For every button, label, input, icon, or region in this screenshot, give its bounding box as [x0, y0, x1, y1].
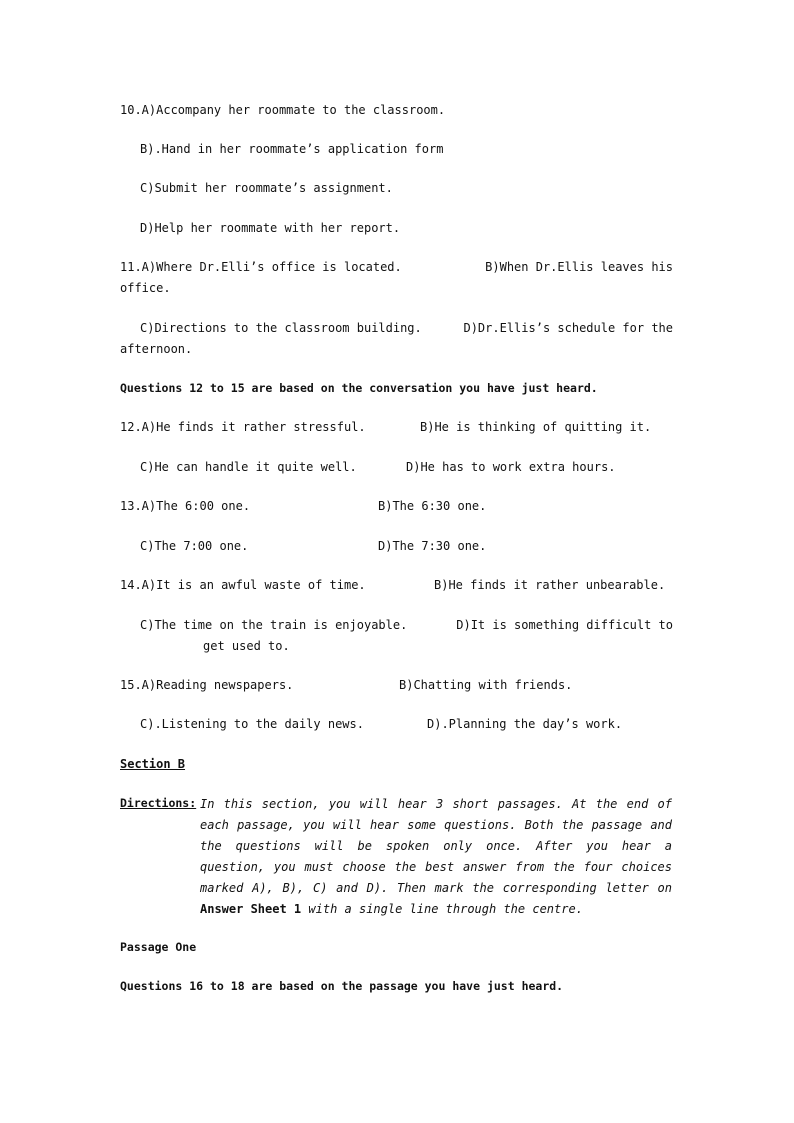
q15-option-d: D).Planning the day’s work.: [427, 717, 623, 731]
q14-option-d: D)It is something difficult to: [456, 618, 673, 632]
q11-option-b-continued: office.: [120, 281, 171, 295]
q14-option-a: 14.A)It is an awful waste of time.: [120, 578, 366, 592]
q11-option-a: 11.A)Where Dr.Elli’s office is located.: [120, 260, 402, 274]
q14-option-c: C)The time on the train is enjoyable.: [140, 618, 408, 632]
q11-option-d-continued: afternoon.: [120, 342, 193, 356]
q13-option-b: B)The 6:30 one.: [378, 499, 487, 513]
q12-option-b: B)He is thinking of quitting it.: [420, 420, 652, 434]
q12-option-c: C)He can handle it quite well.: [140, 460, 357, 474]
q14-option-b: B)He finds it rather unbearable.: [434, 578, 666, 592]
q11-option-c: C)Directions to the classroom building.: [140, 321, 422, 335]
q14-option-d-continued: get used to.: [203, 639, 290, 653]
directions-label: Directions:: [120, 796, 197, 810]
section-b-heading: Section B: [120, 757, 186, 771]
directions-tail: with a single line through the centre.: [308, 902, 583, 916]
q11-option-d: D)Dr.Ellis’s schedule for the: [463, 321, 673, 335]
q10-option-b: B).Hand in her roommate’s application form: [140, 142, 444, 156]
passage-one-heading: Passage One: [120, 940, 197, 954]
directions-body: In this section, you will hear 3 short passages. At the end of each passage, you will hear some questions. Both the passage and the questions will be spoken only once. After you hear a question, you must choose the best answer from the four choices marked A), B), C) and D). Then mark the corresponding letter on: [200, 797, 672, 895]
q13-option-d: D)The 7:30 one.: [378, 539, 487, 553]
q10-option-a: 10.A)Accompany her roommate to the classroom.: [120, 103, 446, 117]
questions-16-18-heading: Questions 16 to 18 are based on the passage you have just heard.: [120, 979, 564, 993]
q15-option-a: 15.A)Reading newspapers.: [120, 678, 294, 692]
q10-option-d: D)Help her roommate with her report.: [140, 221, 401, 235]
directions-text: [200, 794, 672, 920]
q11-option-b: B)When Dr.Ellis leaves his: [485, 260, 673, 274]
q15-option-b: B)Chatting with friends.: [399, 678, 573, 692]
q12-option-a: 12.A)He finds it rather stressful.: [120, 420, 366, 434]
q12-option-d: D)He has to work extra hours.: [406, 460, 616, 474]
q10-option-c: C)Submit her roommate’s assignment.: [140, 181, 393, 195]
questions-12-15-heading: Questions 12 to 15 are based on the conversation you have just heard.: [120, 381, 598, 395]
q15-option-c: C).Listening to the daily news.: [140, 717, 364, 731]
q13-option-a: 13.A)The 6:00 one.: [120, 499, 251, 513]
q13-option-c: C)The 7:00 one.: [140, 539, 249, 553]
answer-sheet-label: Answer Sheet 1: [200, 902, 302, 916]
